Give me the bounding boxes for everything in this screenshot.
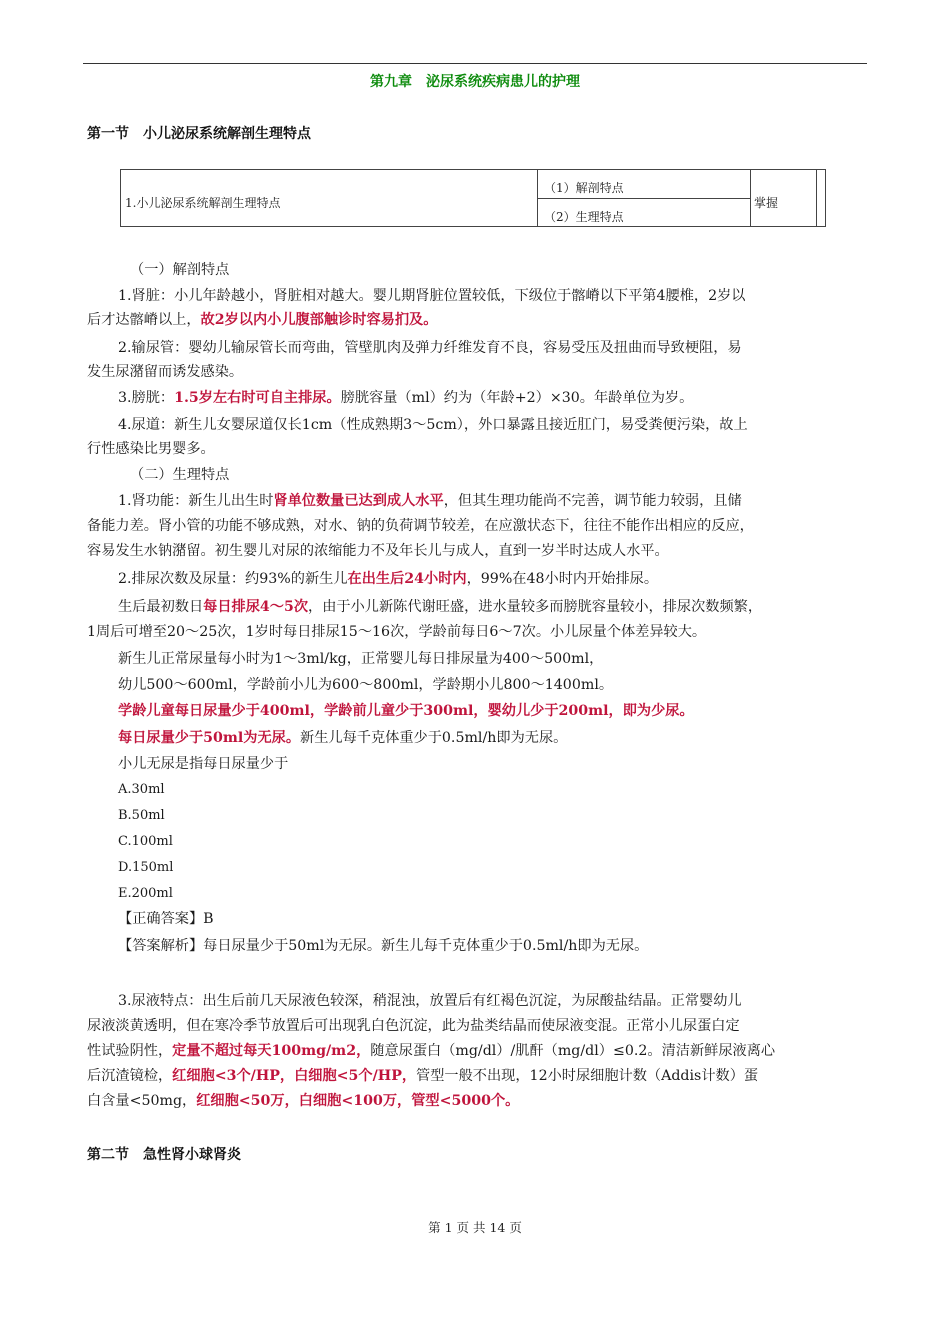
paragraph-urine: 3.尿液特点：出生后前几天尿液色较深，稍混浊，放置后有红褐色沉淀，为尿酸盐结晶。正常婴幼儿 xyxy=(118,993,742,1009)
paragraph-ureter: 2.输尿管：婴幼儿输尿管长而弯曲，管壁肌肉及弹力纤维发育不良，容易受压及扭曲而导致梗阻，易 xyxy=(118,340,742,356)
paragraph-frequency: 生后最初数日每日排尿4～5次，由于小儿新陈代谢旺盛，进水量较多而膀胱容量较小，排尿次数频繁， xyxy=(118,599,763,615)
highlight-protein: 定量不超过每天100mg/m2， xyxy=(172,1043,371,1059)
paragraph-volume: 新生儿正常尿量每小时为1～3ml/kg，正常婴儿每日排尿量为400～500ml， xyxy=(118,651,604,667)
paragraph-renal: 1.肾功能：新生儿出生时肾单位数量已达到成人水平，但其生理功能尚不完善，调节能力较弱，且储 xyxy=(118,493,742,509)
paragraph-urethra: 4.尿道：新生儿女婴尿道仅长1cm（性成熟期3～5cm），外口暴露且接近肛门，易受粪便污染，故上 xyxy=(118,417,748,433)
paragraph-urethra-cont: 行性感染比男婴多。 xyxy=(87,441,215,457)
paragraph-anuria: 每日尿量少于50ml为无尿。新生儿每千克体重少于0.5ml/h即为无尿。 xyxy=(118,730,568,746)
paragraph-urine-cont: 性试验阴性，定量不超过每天100mg/m2，随意尿蛋白（mg/dl）/肌酐（mg/dl）≤0.2。清洁新鲜尿液离心 xyxy=(87,1043,776,1059)
table-divider xyxy=(816,169,817,227)
question-stem: 小儿无尿是指每日尿量少于 xyxy=(118,756,289,772)
highlight-renal: 肾单位数量已达到成人水平 xyxy=(273,493,444,509)
paragraph-kidney-cont: 后才达髂嵴以上，故2岁以内小儿腹部触诊时容易扪及。 xyxy=(87,312,438,328)
paragraph-frequency-cont: 1周后可增至20～25次，1岁时每日排尿15～16次，学龄前每日6～7次。小儿尿量个体差异较大。 xyxy=(87,624,707,640)
paragraph-urine-cont: 尿液淡黄透明，但在寒冷季节放置后可出现乳白色沉淀，此为盐类结晶而使尿液变混。正常小儿尿蛋白定 xyxy=(87,1018,740,1034)
highlight-sediment: 红细胞<3个/HP，白细胞<5个/HP， xyxy=(172,1068,417,1084)
paragraph-bladder: 3.膀胱：1.5岁左右时可自主排尿。膀胱容量（ml）约为（年龄+2）×30。年龄单位为岁。 xyxy=(118,390,694,406)
question-explanation: 【答案解析】每日尿量少于50ml为无尿。新生儿每千克体重少于0.5ml/h即为无尿。 xyxy=(118,938,649,954)
paragraph-urine-cont: 后沉渣镜检，红细胞<3个/HP，白细胞<5个/HP，管型一般不出现，12小时尿细胞计数（Addis计数）蛋 xyxy=(87,1068,759,1084)
anatomy-heading: （一）解剖特点 xyxy=(130,262,230,278)
question-option: B.50ml xyxy=(118,808,165,823)
highlight-bladder: 1.5岁左右时可自主排尿。 xyxy=(174,390,341,406)
paragraph-volume-cont: 幼儿500～600ml，学龄前小儿为600～800ml，学龄期小儿800～1400ml。 xyxy=(118,677,614,693)
question-answer: 【正确答案】B xyxy=(118,911,214,927)
physiology-heading: （二）生理特点 xyxy=(130,467,230,483)
section-1-title: 第一节 小儿泌尿系统解剖生理特点 xyxy=(87,126,311,142)
paragraph-renal-cont: 备能力差。肾小管的功能不够成熟，对水、钠的负荷调节较差，在应激状态下，往往不能作出相应的反应， xyxy=(87,518,754,534)
outline-table xyxy=(120,169,826,227)
paragraph-ureter-cont: 发生尿潴留而诱发感染。 xyxy=(87,364,244,380)
highlight-voiding: 在出生后24小时内 xyxy=(347,571,467,587)
paragraph-urine-cont: 白含量<50mg，红细胞<50万，白细胞<100万，管型<5000个。 xyxy=(87,1093,520,1109)
chapter-title: 第九章 泌尿系统疾病患儿的护理 xyxy=(370,74,580,90)
paragraph-kidney: 1.肾脏：小儿年龄越小，肾脏相对越大。婴儿期肾脏位置较低，下级位于髂嵴以下平第4腰椎，2岁以 xyxy=(118,288,746,304)
table-divider xyxy=(750,169,751,227)
highlight-oliguria: 学龄儿童每日尿量少于400ml，学龄前儿童少于300ml，婴幼儿少于200ml，即为少尿。 xyxy=(118,703,694,719)
highlight-anuria: 每日尿量少于50ml为无尿。 xyxy=(118,730,301,746)
highlight-kidney: 故2岁以内小儿腹部触诊时容易扪及。 xyxy=(200,312,438,328)
table-cell-item1: （1）解剖特点 xyxy=(544,181,624,195)
highlight-addis: 红细胞<50万，白细胞<100万，管型<5000个。 xyxy=(196,1093,520,1109)
table-cell-topic: 1.小儿泌尿系统解剖生理特点 xyxy=(125,196,281,210)
question-option: A.30ml xyxy=(118,782,165,797)
question-option: C.100ml xyxy=(118,834,173,849)
question-option: D.150ml xyxy=(118,860,174,875)
paragraph-renal-cont: 容易发生水钠潴留。初生婴儿对尿的浓缩能力不及年长儿与成人，直到一岁半时达成人水平。 xyxy=(87,543,669,559)
table-cell-level: 掌握 xyxy=(754,196,779,210)
page-number: 第 1 页 共 14 页 xyxy=(428,1220,522,1235)
paragraph-voiding: 2.排尿次数及尿量：约93%的新生儿在出生后24小时内，99%在48小时内开始排尿。 xyxy=(118,571,659,587)
table-cell-item2: （2）生理特点 xyxy=(544,210,624,224)
section-2-title: 第二节 急性肾小球肾炎 xyxy=(87,1147,241,1163)
table-divider xyxy=(537,198,750,199)
highlight-frequency: 每日排尿4～5次 xyxy=(203,599,309,615)
question-option: E.200ml xyxy=(118,886,173,901)
header-rule xyxy=(83,63,867,64)
